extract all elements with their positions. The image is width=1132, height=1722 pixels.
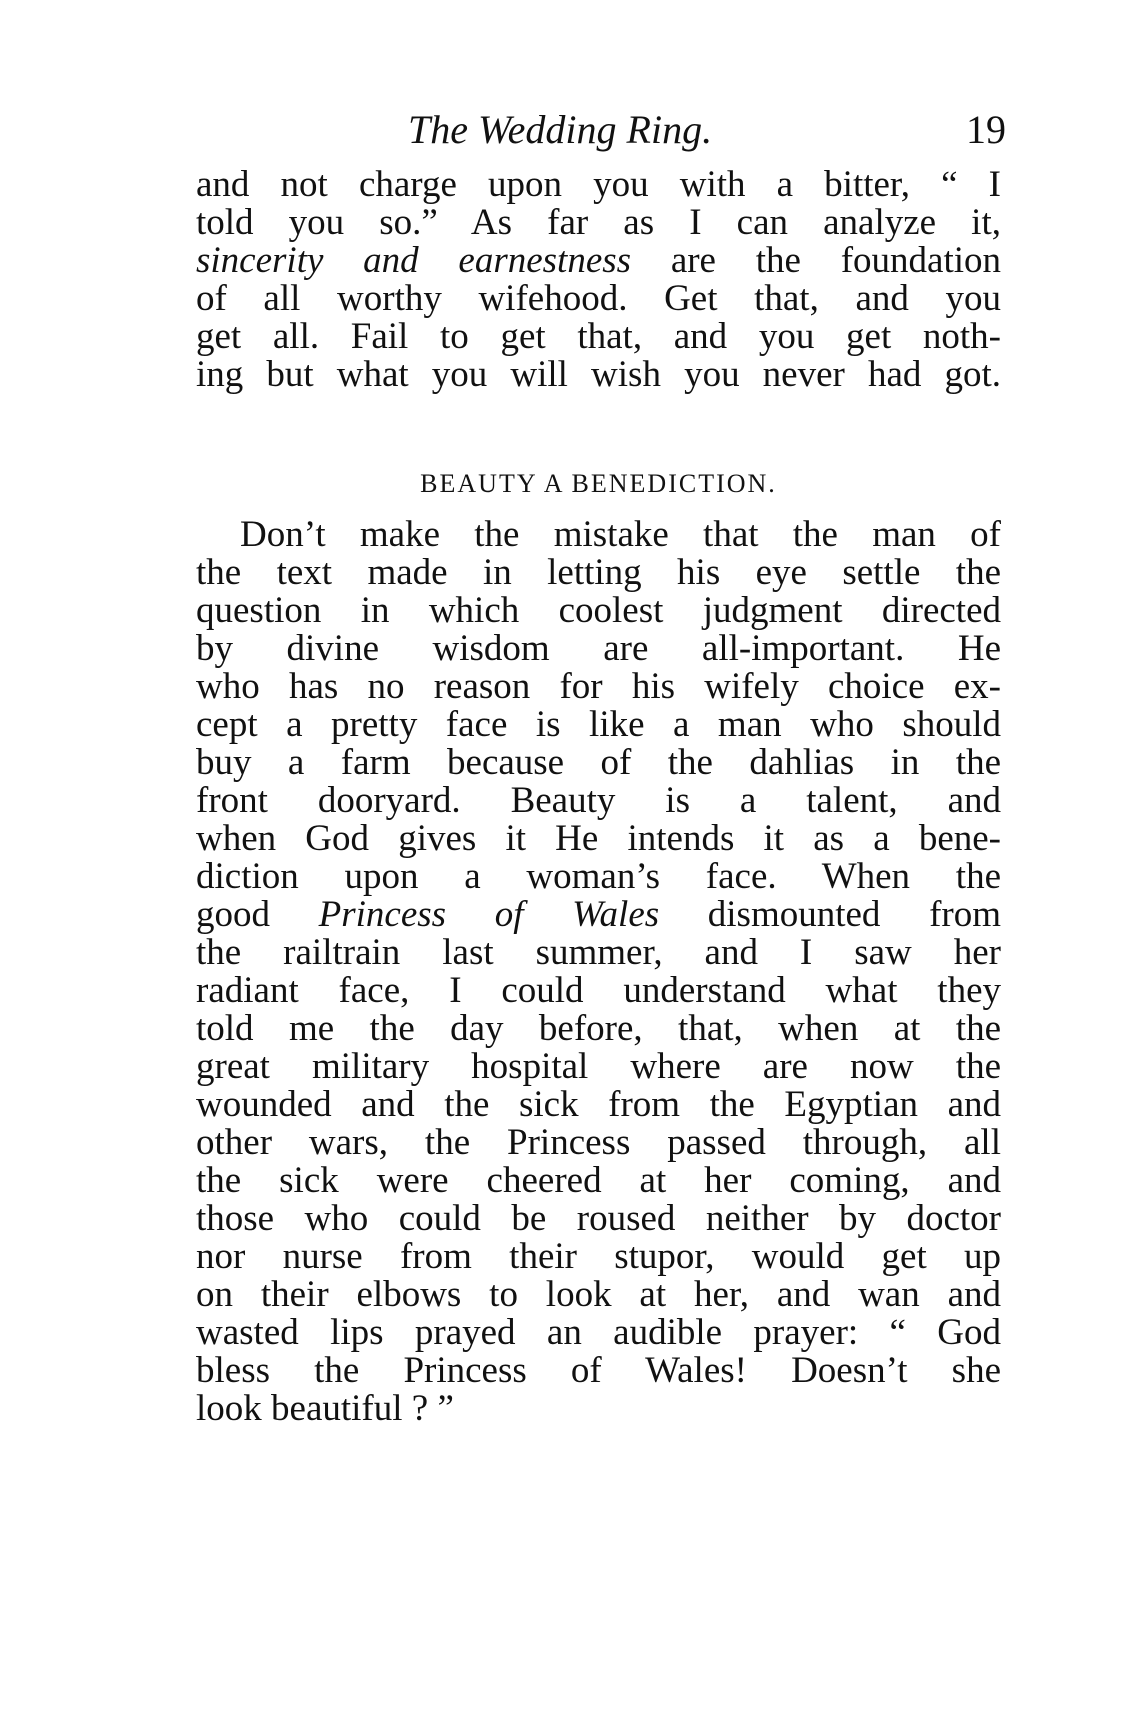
- text-line: get all. Fail to get that, and you get noth-: [196, 316, 1001, 357]
- text-line: good Princess of Wales dismounted from: [196, 894, 1001, 935]
- text-line: bless the Princess of Wales! Doesn’t she: [196, 1350, 1001, 1391]
- text-line: sincerity and earnestness are the foundation: [196, 240, 1002, 281]
- text-line: cept a pretty face is like a man who should: [196, 704, 1001, 745]
- text-line: told me the day before, that, when at the: [196, 1008, 1001, 1049]
- text-line: on their elbows to look at her, and wan and: [196, 1274, 1001, 1315]
- text-line: wounded and the sick from the Egyptian and: [196, 1084, 1001, 1125]
- text-line: those who could be roused neither by doctor: [196, 1198, 1001, 1239]
- section-heading: BEAUTY A BENEDICTION.: [420, 469, 777, 498]
- page-number: 19: [966, 107, 1006, 152]
- text-line: radiant face, I could understand what they: [196, 970, 1001, 1011]
- text-line: when God gives it He intends it as a bene-: [196, 818, 1001, 859]
- text-line: look beautiful ? ”: [196, 1388, 454, 1429]
- text-line: wasted lips prayed an audible prayer: “ God: [196, 1312, 1001, 1353]
- text-line: buy a farm because of the dahlias in the: [196, 742, 1001, 783]
- text-line: by divine wisdom are all-important. He: [196, 628, 1001, 669]
- text-line: the railtrain last summer, and I saw her: [196, 932, 1001, 973]
- text-line: great military hospital where are now the: [196, 1046, 1001, 1087]
- text-line: nor nurse from their stupor, would get up: [196, 1236, 1001, 1277]
- text-line: who has no reason for his wifely choice ex-: [196, 666, 1001, 707]
- text-line: ing but what you will wish you never had got.: [196, 354, 1001, 395]
- text-line: Don’t make the mistake that the man of: [240, 514, 1001, 555]
- text-line: told you so.” As far as I can analyze it,: [196, 202, 1001, 243]
- emphasis-text: sincerity and earnestness: [196, 240, 632, 281]
- text-line: diction upon a woman’s face. When the: [196, 856, 1001, 897]
- page-header: [196, 104, 1006, 156]
- text-line: front dooryard. Beauty is a talent, and: [196, 780, 1001, 821]
- text-line: of all worthy wifehood. Get that, and you: [196, 278, 1001, 319]
- text-line: the text made in letting his eye settle the: [196, 552, 1001, 593]
- text-line: question in which coolest judgment directed: [196, 590, 1001, 631]
- text-line: other wars, the Princess passed through, all: [196, 1122, 1001, 1163]
- text-line: and not charge upon you with a bitter, “ I: [196, 164, 1001, 205]
- running-title: The Wedding Ring.: [408, 107, 713, 152]
- text-line: the sick were cheered at her coming, and: [196, 1160, 1001, 1201]
- emphasis-text: Princess of Wales: [318, 894, 660, 935]
